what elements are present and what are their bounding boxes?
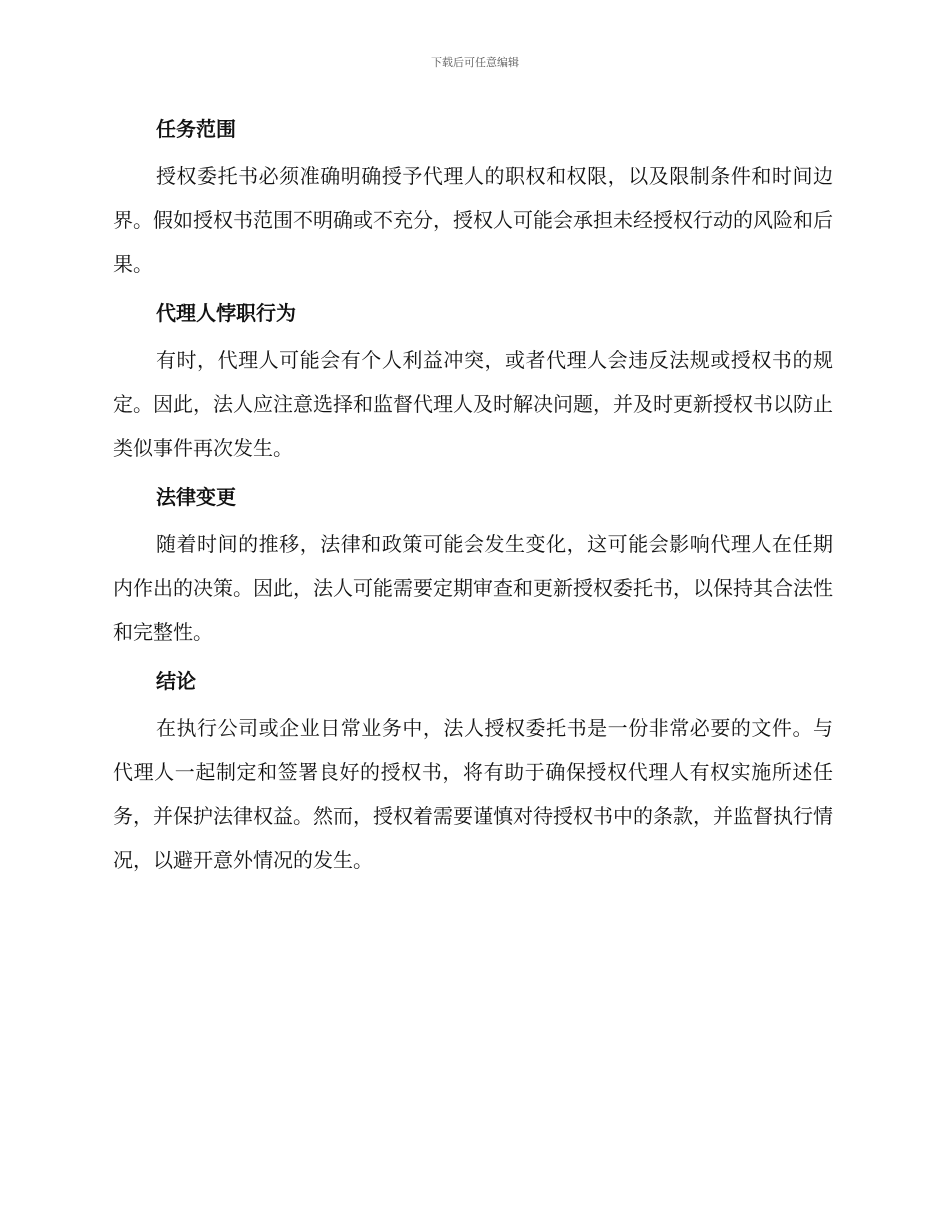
section-paragraph: 授权委托书必须准确明确授予代理人的职权和权限，以及限制条件和时间边界。假如授权书范围不明确或不充分，授权人可能会承担未经授权行动的风险和后果。 bbox=[113, 164, 833, 276]
section-heading: 结论 bbox=[156, 669, 196, 693]
section-conclusion bbox=[113, 664, 833, 882]
section-heading: 法律变更 bbox=[156, 485, 236, 509]
section-task-scope bbox=[113, 112, 833, 286]
section-paragraph: 有时，代理人可能会有个人利益冲突，或者代理人会违反法规或授权书的规定。因此，法人应注意选择和监督代理人及时解决问题，并及时更新授权书以防止类似事件再次发生。 bbox=[113, 348, 833, 460]
section-legal-changes bbox=[113, 480, 833, 654]
section-agent-misconduct bbox=[113, 296, 833, 470]
section-heading: 任务范围 bbox=[156, 117, 236, 141]
section-heading: 代理人悖职行为 bbox=[156, 301, 296, 325]
section-paragraph: 随着时间的推移，法律和政策可能会发生变化，这可能会影响代理人在任期内作出的决策。因此，法人可能需要定期审查和更新授权委托书，以保持其合法性和完整性。 bbox=[113, 532, 833, 644]
header-note: 下载后可任意编辑 bbox=[431, 56, 519, 69]
section-paragraph: 在执行公司或企业日常业务中，法人授权委托书是一份非常必要的文件。与代理人一起制定和签署良好的授权书，将有助于确保授权代理人有权实施所述任务，并保护法律权益。然而，授权着需要谨慎对待授权书中的条款，并监督执行情况，以避开意外情况的发生。 bbox=[113, 716, 833, 872]
document-content bbox=[113, 112, 833, 892]
